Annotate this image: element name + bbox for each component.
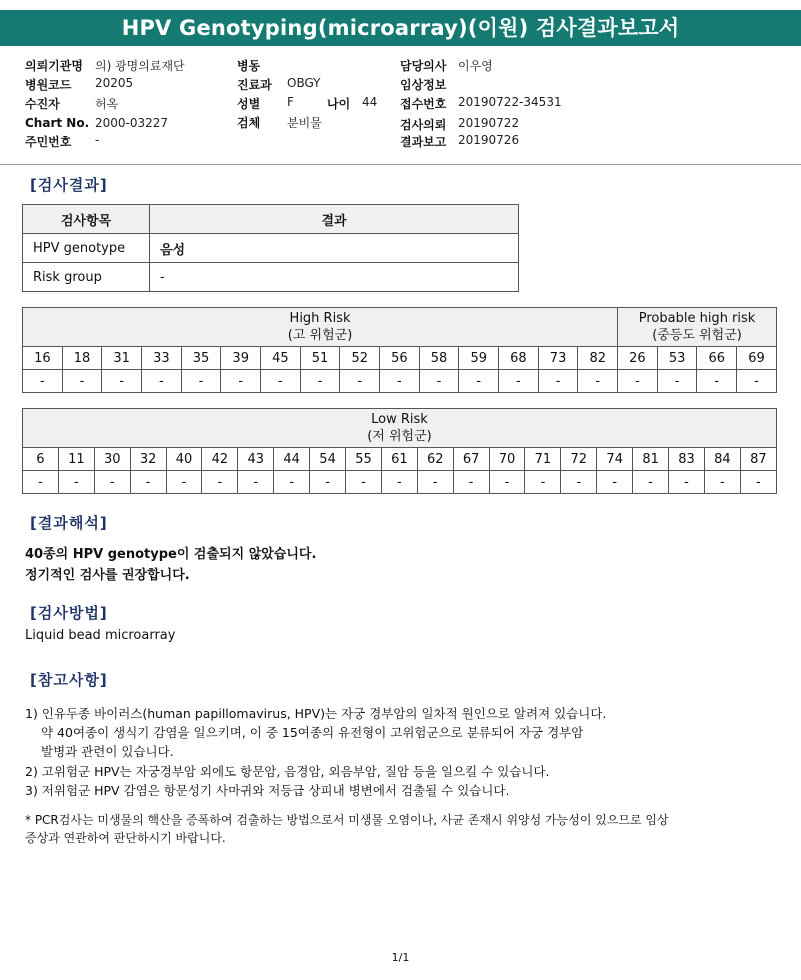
- genotype-cell: 53: [657, 347, 697, 370]
- table-row: [23, 263, 519, 292]
- genotype-result-cell: -: [130, 471, 166, 494]
- result-header-item: 검사항목: [23, 205, 150, 234]
- genotype-cell: 11: [58, 448, 94, 471]
- result-item: Risk group: [23, 263, 150, 292]
- high-risk-header: [23, 308, 618, 347]
- genotype-cell: 32: [130, 448, 166, 471]
- genotype-result-cell: -: [669, 471, 705, 494]
- info-label: 결과보고: [400, 135, 447, 149]
- genotype-cell: 67: [453, 448, 489, 471]
- genotype-result-cell: -: [525, 471, 561, 494]
- info-value: -: [95, 133, 100, 147]
- genotype-cell: 45: [261, 347, 301, 370]
- genotype-cell: 35: [181, 347, 221, 370]
- result-table: [22, 204, 519, 292]
- genotype-result-cell: -: [142, 370, 182, 393]
- note-line: 증상과 연관하여 판단하시기 바랍니다.: [25, 831, 226, 845]
- info-value: OBGY: [287, 76, 321, 90]
- interpretation-line: 정기적인 검사를 권장합니다.: [25, 568, 190, 583]
- info-label: 병원코드: [25, 78, 72, 92]
- info-value: 20190726: [458, 133, 520, 147]
- interpretation-line: 40종의 HPV genotype이 검출되지 않았습니다.: [25, 547, 317, 562]
- info-label: 검체: [237, 116, 261, 130]
- info-label: 임상정보: [400, 78, 447, 92]
- genotype-result-cell: -: [578, 370, 618, 393]
- info-value: 20190722-34531: [458, 95, 562, 109]
- genotype-result-cell: -: [618, 370, 658, 393]
- info-label: 주민번호: [25, 135, 72, 149]
- genotype-result-cell: -: [380, 370, 420, 393]
- info-value: 20205: [95, 76, 134, 90]
- table-row: [23, 347, 777, 370]
- genotype-cell: 68: [499, 347, 539, 370]
- genotype-cell: 87: [740, 448, 776, 471]
- genotype-cell: 55: [346, 448, 382, 471]
- reference-line: 발병과 관련이 있습니다.: [41, 744, 174, 759]
- genotype-cell: 42: [202, 448, 238, 471]
- genotype-cell: 84: [704, 448, 740, 471]
- table-row: [23, 471, 777, 494]
- genotype-cell: 74: [597, 448, 633, 471]
- info-value: 허옥: [95, 97, 119, 111]
- genotype-result-cell: -: [740, 471, 776, 494]
- genotype-result-cell: -: [23, 471, 59, 494]
- genotype-result-cell: -: [102, 370, 142, 393]
- info-value: 2000-03227: [95, 116, 169, 130]
- note-line: * PCR검사는 미생물의 핵산을 증폭하여 검출하는 방법으로서 미생물 오염이나, 사균 존재시 위양성 가능성이 있으므로 임상: [25, 813, 669, 827]
- genotype-result-cell: -: [737, 370, 777, 393]
- info-value: F: [287, 95, 294, 109]
- info-label: 접수번호: [400, 97, 447, 111]
- result-value: -: [150, 263, 519, 292]
- section-title-interpretation: [결과해석]: [30, 514, 108, 532]
- genotype-result-cell: -: [346, 471, 382, 494]
- genotype-result-cell: -: [381, 471, 417, 494]
- genotype-result-cell: -: [489, 471, 525, 494]
- probable-risk-header: [618, 308, 777, 347]
- genotype-result-cell: -: [58, 471, 94, 494]
- genotype-result-cell: -: [704, 471, 740, 494]
- genotype-cell: 71: [525, 448, 561, 471]
- genotype-result-cell: -: [561, 471, 597, 494]
- reference-line: 약 40여종이 생식기 감염을 일으키며, 이 중 15여종의 유전형이 고위험군으로 분류되어 자궁 경부암: [41, 725, 584, 740]
- genotype-result-cell: -: [94, 471, 130, 494]
- info-label: 담당의사: [400, 59, 447, 73]
- genotype-cell: 44: [274, 448, 310, 471]
- section-title-method: [검사방법]: [30, 604, 108, 622]
- genotype-cell: 82: [578, 347, 618, 370]
- table-row: [23, 234, 519, 263]
- genotype-cell: 52: [340, 347, 380, 370]
- genotype-cell: 16: [23, 347, 63, 370]
- genotype-result-cell: -: [453, 471, 489, 494]
- info-value: 분비물: [287, 116, 322, 130]
- reference-line: 2) 고위험군 HPV는 자궁경부암 외에도 항문암, 음경암, 외음부암, 질암 등을 일으킬 수 있습니다.: [25, 764, 550, 779]
- info-label: 병동: [237, 59, 261, 73]
- low-risk-header: [23, 409, 777, 448]
- genotype-cell: 31: [102, 347, 142, 370]
- genotype-cell: 51: [300, 347, 340, 370]
- genotype-cell: 69: [737, 347, 777, 370]
- info-value: 의) 광명의료재단: [95, 59, 185, 73]
- info-value: 20190722: [458, 116, 520, 130]
- genotype-cell: 81: [633, 448, 669, 471]
- reference-line: 1) 인유두종 바이러스(human papillomavirus, HPV)는 자궁 경부암의 일차적 원인으로 알려져 있습니다.: [25, 706, 607, 721]
- high-risk-table: [22, 307, 777, 393]
- genotype-result-cell: -: [340, 370, 380, 393]
- genotype-cell: 40: [166, 448, 202, 471]
- genotype-cell: 70: [489, 448, 525, 471]
- genotype-result-cell: -: [538, 370, 578, 393]
- genotype-cell: 59: [459, 347, 499, 370]
- low-risk-label: Low Risk: [371, 412, 428, 427]
- genotype-result-cell: -: [221, 370, 261, 393]
- genotype-cell: 83: [669, 448, 705, 471]
- info-label: Chart No.: [25, 116, 90, 130]
- method-text: Liquid bead microarray: [25, 628, 176, 643]
- info-value: 44: [362, 95, 378, 109]
- result-item: HPV genotype: [23, 234, 150, 263]
- info-label: 성별: [237, 97, 261, 111]
- genotype-result-cell: -: [499, 370, 539, 393]
- genotype-result-cell: -: [597, 471, 633, 494]
- probable-risk-sublabel: (중등도 위험군): [652, 328, 742, 343]
- genotype-cell: 30: [94, 448, 130, 471]
- genotype-cell: 62: [417, 448, 453, 471]
- genotype-result-cell: -: [62, 370, 102, 393]
- high-risk-label: High Risk: [289, 311, 351, 326]
- genotype-cell: 39: [221, 347, 261, 370]
- info-label: 진료과: [237, 78, 272, 92]
- genotype-result-cell: -: [166, 471, 202, 494]
- high-risk-sublabel: (고 위험군): [287, 328, 353, 343]
- genotype-result-cell: -: [23, 370, 63, 393]
- genotype-result-cell: -: [419, 370, 459, 393]
- genotype-cell: 54: [310, 448, 346, 471]
- genotype-result-cell: -: [310, 471, 346, 494]
- genotype-result-cell: -: [633, 471, 669, 494]
- section-title-reference: [참고사항]: [30, 671, 108, 689]
- low-risk-table: [22, 408, 777, 494]
- genotype-cell: 72: [561, 448, 597, 471]
- genotype-cell: 61: [381, 448, 417, 471]
- genotype-result-cell: -: [202, 471, 238, 494]
- result-value: 음성: [150, 234, 519, 263]
- genotype-cell: 58: [419, 347, 459, 370]
- genotype-result-cell: -: [459, 370, 499, 393]
- divider: [0, 164, 801, 165]
- page-number: 1/1: [391, 951, 410, 964]
- table-row: [23, 448, 777, 471]
- genotype-cell: 33: [142, 347, 182, 370]
- genotype-cell: 56: [380, 347, 420, 370]
- genotype-cell: 66: [697, 347, 737, 370]
- info-label: 의뢰기관명: [25, 59, 83, 73]
- table-row: [23, 370, 777, 393]
- info-label: 나이: [327, 97, 351, 111]
- result-header-value: 결과: [150, 205, 519, 234]
- probable-risk-label: Probable high risk: [638, 311, 756, 326]
- genotype-result-cell: -: [274, 471, 310, 494]
- genotype-result-cell: -: [261, 370, 301, 393]
- genotype-result-cell: -: [238, 471, 274, 494]
- low-risk-sublabel: (저 위험군): [367, 429, 432, 444]
- genotype-result-cell: -: [181, 370, 221, 393]
- genotype-cell: 6: [23, 448, 59, 471]
- info-label: 검사의뢰: [400, 118, 447, 132]
- info-value: 이우영: [458, 59, 493, 73]
- genotype-cell: 18: [62, 347, 102, 370]
- genotype-result-cell: -: [417, 471, 453, 494]
- genotype-cell: 43: [238, 448, 274, 471]
- genotype-result-cell: -: [657, 370, 697, 393]
- section-title-result: [검사결과]: [30, 176, 108, 194]
- genotype-cell: 26: [618, 347, 658, 370]
- genotype-cell: 73: [538, 347, 578, 370]
- report-title: HPV Genotyping(microarray)(이원) 검사결과보고서: [0, 10, 801, 46]
- genotype-result-cell: -: [697, 370, 737, 393]
- info-label: 수진자: [25, 97, 60, 111]
- genotype-result-cell: -: [300, 370, 340, 393]
- reference-line: 3) 저위험군 HPV 감염은 항문성기 사마귀와 저등급 상피내 병변에서 검출될 수 있습니다.: [25, 783, 510, 798]
